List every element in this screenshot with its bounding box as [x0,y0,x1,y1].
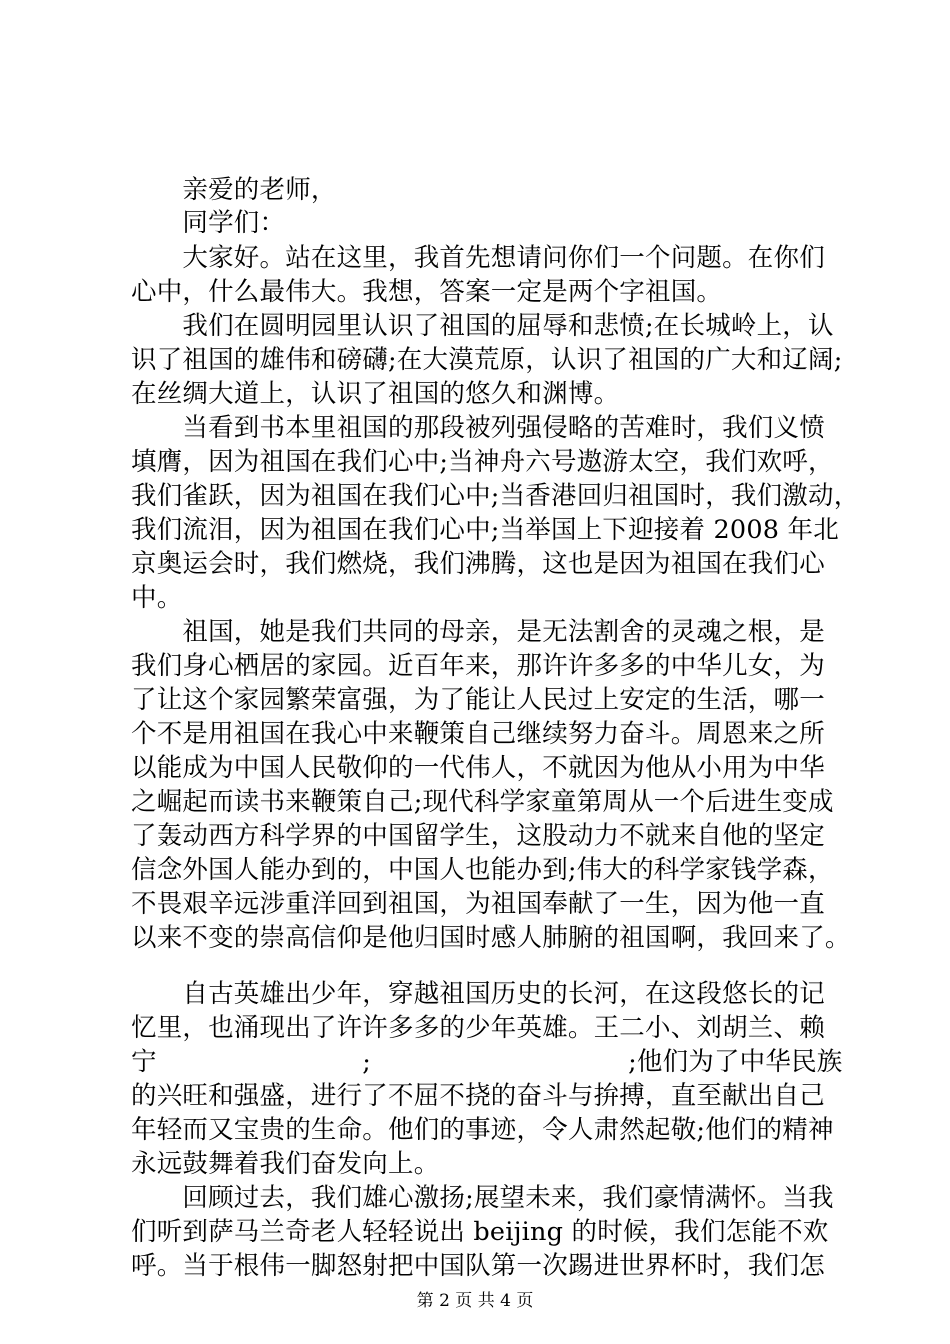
paragraph-line: 个不是用祖国在我心中来鞭策自己继续努力奋斗。周恩来之所 [131,719,825,749]
paragraph-line: 回顾过去，我们雄心激扬;展望未来，我们豪情满怀。当我 [131,1183,834,1213]
paragraph-line: 以来不变的崇高信仰是他归国时感人肺腑的祖国啊，我回来了。 [131,923,851,953]
paragraph-line: 信念外国人能办到的，中国人也能办到;伟大的科学家钱学森， [131,855,834,885]
paragraph-line: 识了祖国的雄伟和磅礴;在大漠荒原，认识了祖国的广大和辽阔; [131,345,843,375]
paragraph-line: 宁 ; ;他们为了中华民族 [131,1047,843,1077]
paragraph-line: 京奥运会时，我们燃烧，我们沸腾，这也是因为祖国在我们心 [131,549,825,579]
paragraph-line: 们听到萨马兰奇老人轻轻说出 beijing 的时候，我们怎能不欢 [131,1217,829,1247]
salutation-line: 同学们： [131,208,286,238]
paragraph-line: 我们在圆明园里认识了祖国的屈辱和悲愤;在长城岭上，认 [131,311,834,341]
paragraph-line: 大家好。站在这里，我首先想请问你们一个问题。在你们 [131,243,825,273]
paragraph-line: 我们流泪，因为祖国在我们心中;当举国上下迎接着 2008 年北 [131,515,839,545]
paragraph-line: 之崛起而读书来鞭策自己;现代科学家童第周从一个后进生变成 [131,787,834,817]
paragraph-line: 我们身心栖居的家园。近百年来，那许许多多的中华儿女，为 [131,651,825,681]
paragraph-line: 中。 [131,583,183,613]
page-number-footer: 第 2 页 共 4 页 [416,1291,534,1311]
paragraph-line: 呼。当于根伟一脚怒射把中国队第一次踢进世界杯时，我们怎 [131,1251,825,1281]
paragraph-line: 我们雀跃，因为祖国在我们心中;当香港回归祖国时，我们激动， [131,481,860,511]
salutation-line: 亲爱的老师， [131,175,337,205]
paragraph-line: 当看到书本里祖国的那段被列强侵略的苦难时，我们义愤 [131,413,825,443]
paragraph-line: 心中，什么最伟大。我想，答案一定是两个字祖国。 [131,277,723,307]
paragraph-line: 忆里，也涌现出了许许多多的少年英雄。王二小、刘胡兰、赖 [131,1013,825,1043]
paragraph-line: 以能成为中国人民敬仰的一代伟人，不就因为他从小用为中华 [131,753,825,783]
paragraph-line: 在丝绸大道上，认识了祖国的悠久和渊博。 [131,379,620,409]
paragraph-line: 年轻而又宝贵的生命。他们的事迹，令人肃然起敬;他们的精神 [131,1115,834,1145]
paragraph-line: 了让这个家园繁荣富强，为了能让人民过上安定的生活，哪一 [131,685,825,715]
paragraph-line: 自古英雄出少年，穿越祖国历史的长河，在这段悠长的记 [131,979,825,1009]
paragraph-line: 祖国，她是我们共同的母亲，是无法割舍的灵魂之根，是 [131,617,825,647]
paragraph-line: 永远鼓舞着我们奋发向上。 [131,1149,440,1179]
paragraph-line: 不畏艰辛远涉重洋回到祖国，为祖国奉献了一生，因为他一直 [131,889,825,919]
paragraph-line: 的兴旺和强盛，进行了不屈不挠的奋斗与拚搏，直至献出自己 [131,1081,825,1111]
paragraph-line: 了轰动西方科学界的中国留学生，这股动力不就来自他的坚定 [131,821,825,851]
paragraph-line: 填膺，因为祖国在我们心中;当神舟六号遨游太空，我们欢呼， [131,447,834,477]
